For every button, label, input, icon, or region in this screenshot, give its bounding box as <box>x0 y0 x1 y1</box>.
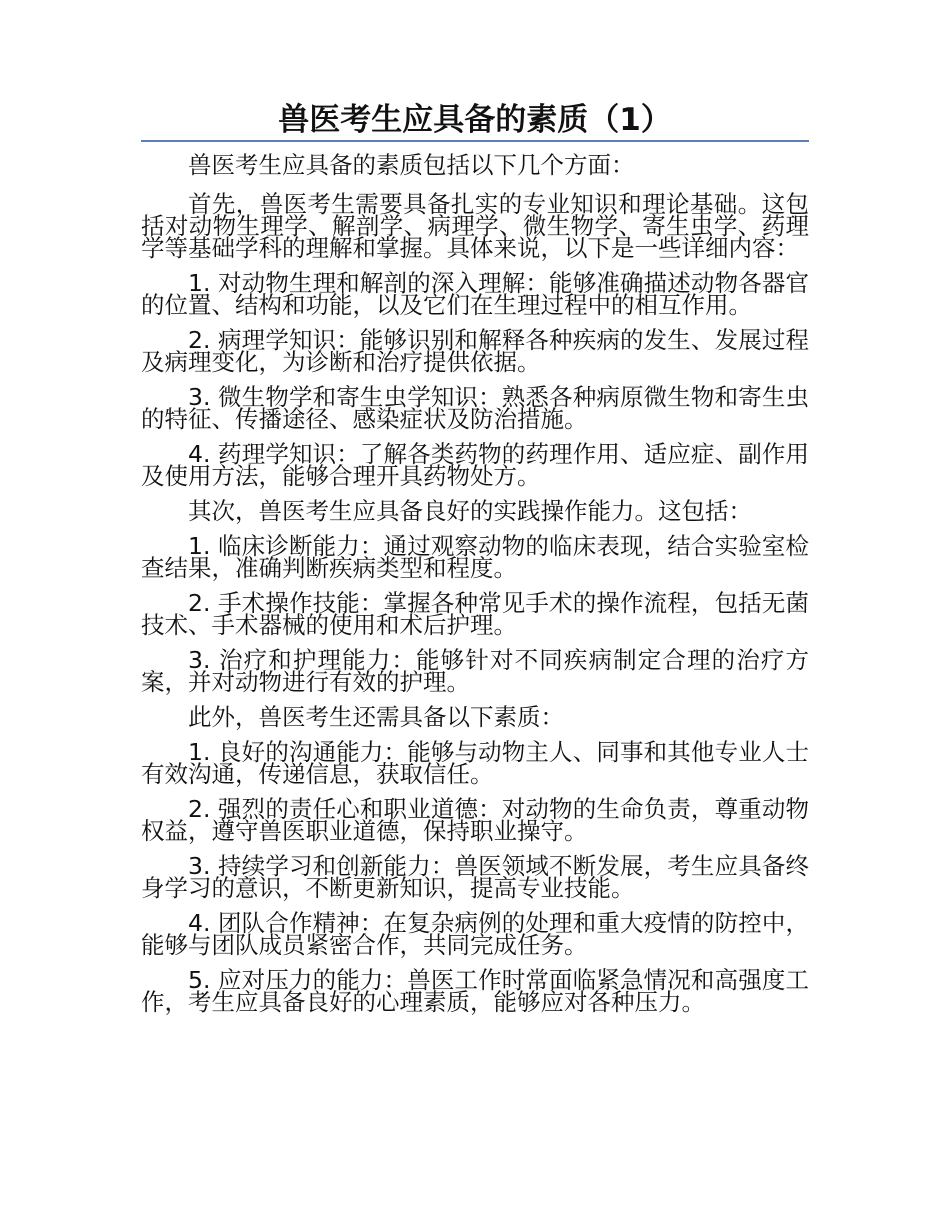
paragraph-practice-intro: 其次，兽医考生应具备良好的实践操作能力。这包括： <box>188 497 752 525</box>
paragraph-other-2: 2. 强烈的责任心和职业道德：对动物的生命负责，尊重动物权益，遵守兽医职业道德，保持职业操守。 <box>141 795 809 845</box>
paragraph-knowledge-3: 3. 微生物学和寄生虫学知识：熟悉各种病原微生物和寄生虫的特征、传播途径、感染症状及防治措施。 <box>141 383 809 433</box>
paragraph-other-1: 1. 良好的沟通能力：能够与动物主人、同事和其他专业人士有效沟通，传递信息，获取信任。 <box>141 738 809 788</box>
paragraph-knowledge-4: 4. 药理学知识：了解各类药物的药理作用、适应症、副作用及使用方法，能够合理开具药物处方。 <box>141 440 809 490</box>
paragraph-other-intro: 此外，兽医考生还需具备以下素质： <box>188 703 564 731</box>
paragraph-other-5: 5. 应对压力的能力：兽医工作时常面临紧急情况和高强度工作，考生应具备良好的心理素质，能够应对各种压力。 <box>141 966 809 1016</box>
paragraph-knowledge-2: 2. 病理学知识：能够识别和解释各种疾病的发生、发展过程及病理变化，为诊断和治疗提供依据。 <box>141 326 809 376</box>
paragraph-practice-1: 1. 临床诊断能力：通过观察动物的临床表现，结合实验室检查结果，准确判断疾病类型和程度。 <box>141 532 809 582</box>
intro-paragraph: 兽医考生应具备的素质包括以下几个方面： <box>188 151 635 179</box>
document-title: 兽医考生应具备的素质（1） <box>278 102 672 138</box>
paragraph-knowledge-1: 1. 对动物生理和解剖的深入理解：能够准确描述动物各器官的位置、结构和功能，以及它们在生理过程中的相互作用。 <box>141 269 809 319</box>
paragraph-other-4: 4. 团队合作精神：在复杂病例的处理和重大疫情的防控中，能够与团队成员紧密合作，共同完成任务。 <box>141 909 809 959</box>
paragraph-practice-2: 2. 手术操作技能：掌握各种常见手术的操作流程，包括无菌技术、手术器械的使用和术后护理。 <box>141 589 809 639</box>
title-underline <box>141 140 809 142</box>
document-page <box>141 100 809 1026</box>
paragraph-knowledge-intro: 首先，兽医考生需要具备扎实的专业知识和理论基础。这包括对动物生理学、解剖学、病理学、微生物学、寄生虫学、药理学等基础学科的理解和掌握。具体来说，以下是一些详细内容： <box>141 190 809 262</box>
paragraph-practice-3: 3. 治疗和护理能力：能够针对不同疾病制定合理的治疗方案，并对动物进行有效的护理。 <box>141 646 809 696</box>
paragraph-other-3: 3. 持续学习和创新能力：兽医领域不断发展，考生应具备终身学习的意识，不断更新知识，提高专业技能。 <box>141 852 809 902</box>
